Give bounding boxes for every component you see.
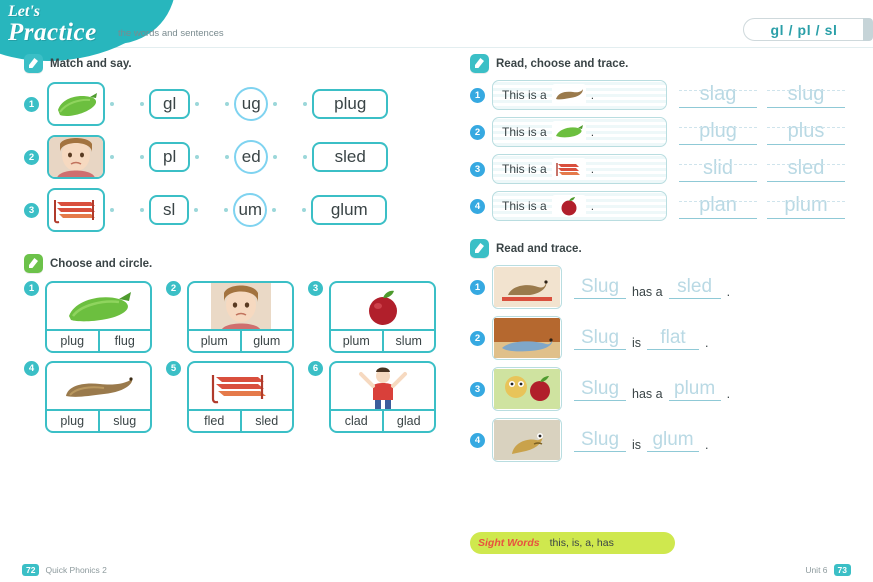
onset-chip[interactable]: sl [149, 195, 189, 225]
connector-dot [273, 155, 277, 159]
choice-option[interactable]: slum [395, 334, 422, 348]
card-image [331, 283, 434, 331]
match-row [24, 188, 448, 232]
item-number: 2 [470, 331, 485, 346]
read-trace-row [470, 418, 862, 462]
card-image [47, 363, 150, 411]
choice-option[interactable]: plum [331, 331, 384, 351]
trace-word[interactable]: plus [767, 120, 845, 145]
onset-chip[interactable]: gl [149, 89, 190, 119]
item-number: 3 [308, 281, 323, 296]
connector-dot [302, 208, 306, 212]
logo-line-2: Practice [8, 19, 97, 46]
trace-word[interactable]: slid [679, 157, 757, 182]
right-column [470, 54, 862, 462]
slug-glum-icon [494, 420, 560, 460]
green-pepper-image [552, 121, 586, 143]
trace-options [679, 194, 845, 219]
connector-dot [303, 155, 307, 159]
trace-options [679, 83, 845, 108]
read-choose-row [470, 117, 862, 147]
pencil-icon [24, 54, 43, 73]
connector-dot [194, 208, 198, 212]
circle-pencil-icon [24, 254, 43, 273]
trace-options [679, 157, 845, 182]
choose-circle-item [166, 281, 294, 353]
item-number: 1 [24, 281, 39, 296]
trace-word[interactable]: plum [669, 378, 721, 401]
slug-icon [554, 87, 584, 103]
match-row [24, 135, 448, 179]
read-choose-row [470, 80, 862, 110]
sentence-mid: is [632, 335, 642, 350]
sentence-mid: is [632, 437, 642, 452]
item-number: 6 [308, 361, 323, 376]
header-subtitle: the words and sentences [118, 28, 224, 39]
sentence [574, 378, 730, 401]
sentence-period: . [705, 437, 709, 452]
sentence-box [492, 117, 667, 147]
sentence-text: This is a [502, 199, 547, 213]
book-title: Quick Phonics 2 [45, 565, 107, 575]
sentence-box [492, 154, 667, 184]
sentence-text: This is a [502, 162, 547, 176]
sled-image[interactable] [47, 188, 105, 232]
trace-word[interactable]: glum [647, 429, 699, 452]
page-number-right: 73 [834, 564, 851, 576]
slug-plum-icon [494, 369, 560, 409]
sentence-box [492, 80, 667, 110]
sentence-period: . [705, 335, 709, 350]
connector-dot [195, 155, 199, 159]
plum-icon [558, 196, 580, 216]
card-choices [47, 329, 150, 351]
sled-icon [51, 194, 101, 226]
connector-dot [303, 102, 307, 106]
choice-option[interactable]: glad [396, 414, 421, 428]
unit-tag-edge [863, 18, 873, 41]
sight-words-label: Sight Words [478, 537, 540, 549]
trace-word[interactable]: sled [669, 276, 721, 299]
item-number: 3 [24, 203, 39, 218]
section-read-and-trace-header [470, 239, 862, 258]
footer-right [805, 564, 851, 576]
card-image [47, 283, 150, 331]
sentence-text: This is a [502, 125, 547, 139]
girl-sad-card[interactable] [187, 281, 294, 353]
slug-glum-image [492, 418, 562, 462]
trace-word[interactable]: flat [647, 327, 699, 350]
connector-dot [140, 155, 144, 159]
slug-on-sled-image [492, 265, 562, 309]
trace-word[interactable]: plug [679, 120, 757, 145]
choice-option[interactable]: clad [331, 411, 384, 431]
card-choices [331, 329, 434, 351]
item-number: 4 [24, 361, 39, 376]
section-title: Choose and circle. [50, 257, 153, 270]
left-column [24, 54, 448, 433]
trace-options [679, 120, 845, 145]
section-title: Read, choose and trace. [496, 57, 629, 70]
trace-word[interactable]: slug [767, 83, 845, 108]
word-chip[interactable]: sled [312, 142, 388, 172]
onset-chip[interactable]: pl [149, 142, 190, 172]
read-trace-row [470, 316, 862, 360]
section-title: Read and trace. [496, 242, 582, 255]
read-choose-row [470, 191, 862, 221]
girl-photo-icon [211, 283, 271, 331]
plum-icon [361, 287, 405, 327]
logo [8, 4, 97, 45]
sentence-period: . [590, 162, 595, 176]
green-pepper-icon [52, 88, 100, 120]
green-pepper-icon [63, 288, 135, 326]
choice-option[interactable]: sled [255, 414, 279, 428]
trace-word[interactable]: slag [679, 83, 757, 108]
choice-option[interactable]: plum [189, 331, 242, 351]
choice-option[interactable]: slug [113, 414, 137, 428]
red-plum-card[interactable] [329, 281, 436, 353]
footer-left [22, 564, 107, 576]
connector-dot [272, 208, 276, 212]
slug-card[interactable] [45, 361, 152, 433]
green-pepper-card[interactable] [45, 281, 152, 353]
sentence [574, 327, 709, 350]
read-choose-row [470, 154, 862, 184]
connector-dot [110, 155, 114, 159]
card-choices [331, 409, 434, 431]
card-image [189, 363, 292, 411]
choose-circle-item [166, 361, 294, 433]
connector-dot [110, 102, 114, 106]
connector-dot [110, 208, 114, 212]
item-number: 4 [470, 199, 485, 214]
slug-icon [60, 370, 138, 404]
read-trace-row [470, 367, 862, 411]
card-choices [47, 409, 150, 431]
sled-icon [554, 160, 584, 178]
sentence-period: . [590, 125, 595, 139]
item-number: 1 [24, 97, 39, 112]
sight-words-list: this, is, a, has [549, 537, 614, 549]
pencil-icon [470, 54, 489, 73]
choose-circle-item [308, 281, 436, 353]
connector-dot [140, 102, 144, 106]
match-row [24, 82, 448, 126]
sentence-period: . [726, 284, 731, 299]
sentence-period: . [726, 386, 731, 401]
green-pepper-icon [554, 124, 584, 140]
connector-dot [225, 155, 229, 159]
item-number: 1 [470, 88, 485, 103]
logo-line-1: Let's [8, 3, 40, 20]
connector-dot [273, 102, 277, 106]
choice-option[interactable]: flug [114, 334, 135, 348]
sentence-text: This is a [502, 88, 547, 102]
connector-dot [140, 208, 144, 212]
item-number: 2 [166, 281, 181, 296]
sentence-mid: has a [632, 284, 663, 299]
rime-chip[interactable]: ed [234, 140, 268, 174]
item-number: 3 [470, 162, 485, 177]
trace-word[interactable]: Slug [574, 378, 626, 401]
trace-word[interactable]: plum [767, 194, 845, 219]
glad-boy-card[interactable] [329, 361, 436, 433]
green-pepper-image[interactable] [47, 82, 105, 126]
rime-chip[interactable]: ug [234, 87, 268, 121]
sentence [574, 276, 730, 299]
card-image [189, 283, 292, 331]
section-read-choose-trace-header [470, 54, 862, 73]
item-number: 3 [470, 382, 485, 397]
slug-image [552, 84, 586, 106]
page-header [0, 0, 873, 48]
choose-circle-item [308, 361, 436, 433]
sled-icon [208, 367, 274, 407]
choose-circle-grid [24, 281, 448, 433]
sentence-period: . [590, 199, 595, 213]
read-trace-row [470, 265, 862, 309]
connector-dot [225, 102, 229, 106]
choice-option[interactable]: plug [47, 411, 100, 431]
unit-label: Unit 6 [805, 565, 828, 575]
girl-sad-image[interactable] [47, 135, 105, 179]
unit-tag: gl / pl / sl [743, 18, 865, 41]
page-footer [0, 560, 873, 578]
sentence-mid: has a [632, 386, 663, 401]
section-choose-and-circle-header [24, 254, 448, 273]
item-number: 2 [24, 150, 39, 165]
word-chip[interactable]: glum [311, 195, 387, 225]
section-title: Match and say. [50, 57, 132, 70]
card-choices [189, 409, 292, 431]
choose-circle-item [24, 281, 152, 353]
section-match-and-say-header [24, 54, 448, 73]
plum-image [552, 195, 586, 217]
trace-word[interactable]: Slug [574, 327, 626, 350]
sight-words-banner [470, 532, 675, 554]
sentence-period: . [590, 88, 595, 102]
happy-boy-icon [355, 364, 411, 410]
slug-plum-image [492, 367, 562, 411]
connector-dot [224, 208, 228, 212]
slug-flat-icon [494, 318, 560, 358]
girl-photo-icon [49, 136, 103, 178]
item-number: 5 [166, 361, 181, 376]
card-image [331, 363, 434, 411]
choice-option[interactable]: fled [189, 411, 242, 431]
item-number: 4 [470, 433, 485, 448]
slug-on-sled-icon [494, 267, 560, 307]
trace-word[interactable]: Slug [574, 276, 626, 299]
sled-image [552, 158, 586, 180]
trace-word[interactable]: Slug [574, 429, 626, 452]
item-number: 1 [470, 280, 485, 295]
sled-card[interactable] [187, 361, 294, 433]
connector-dot [195, 102, 199, 106]
slug-flat-image [492, 316, 562, 360]
trace-word[interactable]: plan [679, 194, 757, 219]
word-chip[interactable]: plug [312, 89, 388, 119]
page-number-left: 72 [22, 564, 39, 576]
sentence [574, 429, 709, 452]
choice-option[interactable]: glum [253, 334, 281, 348]
card-choices [189, 329, 292, 351]
choose-circle-item [24, 361, 152, 433]
trace-word[interactable]: sled [767, 157, 845, 182]
pencil-icon [470, 239, 489, 258]
sentence-box [492, 191, 667, 221]
item-number: 2 [470, 125, 485, 140]
rime-chip[interactable]: um [233, 193, 267, 227]
choice-option[interactable]: plug [47, 331, 100, 351]
